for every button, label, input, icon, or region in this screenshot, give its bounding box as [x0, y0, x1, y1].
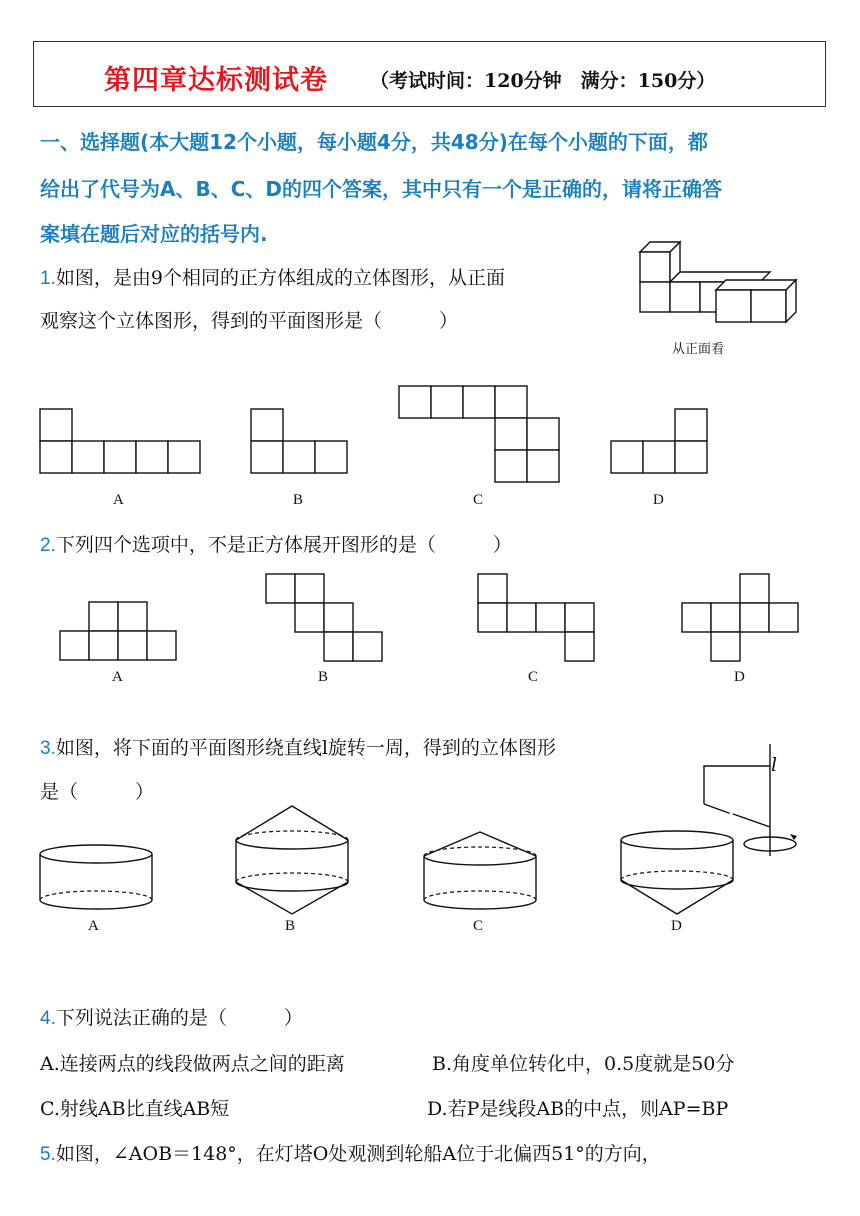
- q2-option-d-label: D: [734, 669, 745, 685]
- q3-option-d-solid: [617, 826, 737, 918]
- question-1-line2: 观察这个立体图形，得到的平面图形是（ ）: [40, 310, 459, 332]
- question-3-line2: 是（ ）: [40, 781, 155, 803]
- question-number: 1.: [40, 268, 56, 289]
- question-number: 4.: [40, 1008, 56, 1029]
- q4-option-d: D.若P是线段AB的中点，则AP=BP: [427, 1098, 729, 1120]
- page-title: 第四章达标测试卷: [104, 65, 328, 96]
- question-2: 2.下列四个选项中，不是正方体展开图形的是（ ）: [40, 534, 512, 556]
- question-number: 2.: [40, 535, 56, 556]
- q3-option-b-label: B: [285, 918, 296, 934]
- q4-option-a: A.连接两点的线段做两点之间的距离: [40, 1053, 345, 1075]
- question-4: 4.下列说法正确的是（ ）: [40, 1007, 303, 1029]
- q1-option-b-label: B: [293, 492, 304, 508]
- section-instructions-line2: 给出了代号为A、B、C、D的四个答案，其中只有一个是正确的，请将正确答: [40, 177, 723, 201]
- q4-option-b: B.角度单位转化中，0.5度就是50分: [432, 1053, 735, 1075]
- cube-stack-figure: [636, 238, 802, 326]
- q1-option-d-label: D: [653, 492, 664, 508]
- q3-option-a-solid: [36, 842, 156, 914]
- q1-option-c-figure: [397, 384, 561, 484]
- q2-option-a-net: [59, 600, 177, 662]
- q2-option-b-net: [264, 572, 384, 662]
- q3-option-d-label: D: [671, 918, 682, 934]
- figure-caption: 从正面看: [672, 342, 725, 357]
- q2-option-b-label: B: [318, 669, 329, 685]
- q2-option-a-label: A: [112, 669, 123, 685]
- q1-option-a-figure: [38, 407, 202, 475]
- q4-option-c: C.射线AB比直线AB短: [40, 1098, 230, 1120]
- q3-option-b-solid: [232, 802, 352, 918]
- q1-option-d-figure: [609, 407, 711, 475]
- question-5: 5.如图，∠AOB＝148°，在灯塔O处观测到轮船A位于北偏西51°的方向，: [40, 1143, 661, 1165]
- question-number: 3.: [40, 738, 56, 759]
- q1-option-a-label: A: [113, 492, 124, 508]
- q3-option-c-solid: [420, 828, 540, 914]
- q1-option-c-label: C: [473, 492, 484, 508]
- q1-option-b-figure: [249, 407, 351, 475]
- section-instructions-line3: 案填在题后对应的括号内.: [40, 222, 268, 246]
- q2-option-c-net: [476, 572, 596, 662]
- axis-l-label: l: [771, 754, 778, 776]
- question-3-line1: 3.如图，将下面的平面图形绕直线l旋转一周，得到的立体图形: [40, 737, 556, 759]
- question-1-line1: 1.如图，是由9个相同的正方体组成的立体图形，从正面: [40, 267, 505, 289]
- q3-option-c-label: C: [473, 918, 484, 934]
- q2-option-c-label: C: [528, 669, 539, 685]
- q3-option-a-label: A: [88, 918, 99, 934]
- exam-info: （考试时间：120分钟 满分：150分）: [370, 70, 716, 92]
- q2-option-d-net: [680, 572, 800, 662]
- section-instructions-line1: 一、选择题(本大题12个小题，每小题4分，共48分)在每个小题的下面，都: [40, 130, 708, 154]
- question-number: 5.: [40, 1144, 56, 1165]
